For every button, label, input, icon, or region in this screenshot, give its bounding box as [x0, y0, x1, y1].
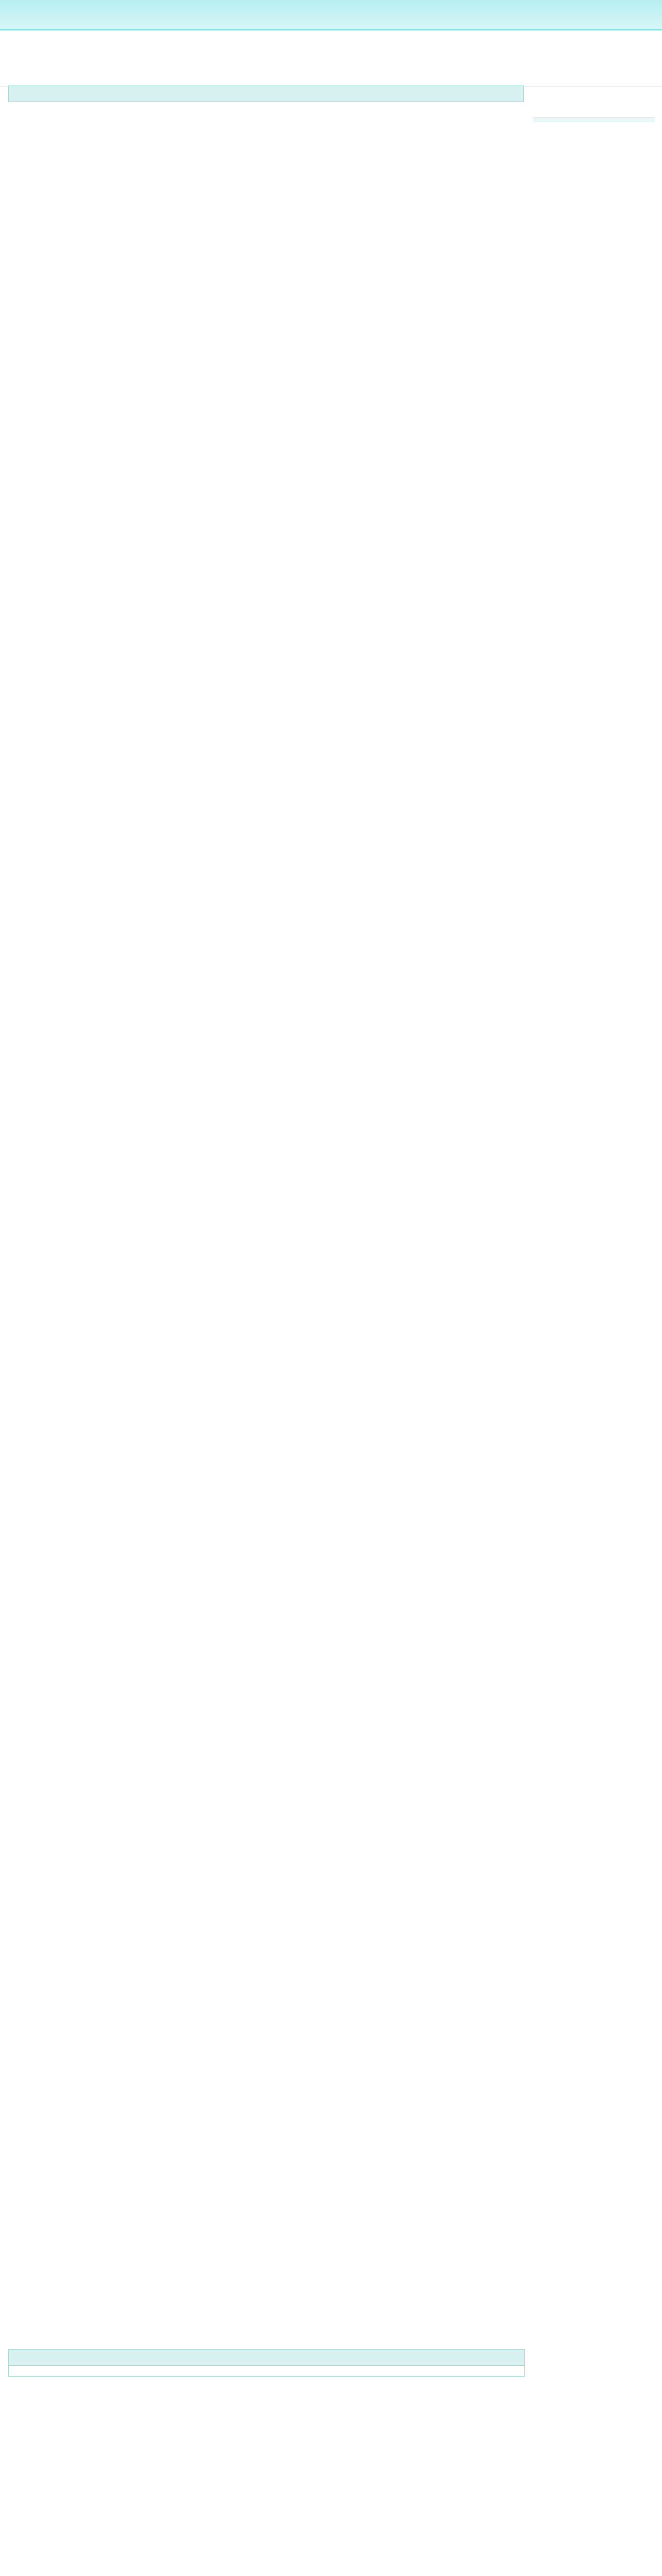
reply-post — [8, 2349, 525, 2377]
post-body — [8, 102, 524, 112]
reply-header — [9, 2350, 524, 2366]
thread-header — [0, 30, 662, 87]
original-post — [8, 86, 524, 112]
thread-navigation-heading — [533, 111, 655, 118]
post-header — [8, 86, 524, 102]
thread-navigation — [533, 111, 655, 122]
reply-body — [9, 2366, 524, 2376]
top-bar — [0, 0, 662, 30]
sidebar-item-post[interactable] — [533, 118, 655, 122]
